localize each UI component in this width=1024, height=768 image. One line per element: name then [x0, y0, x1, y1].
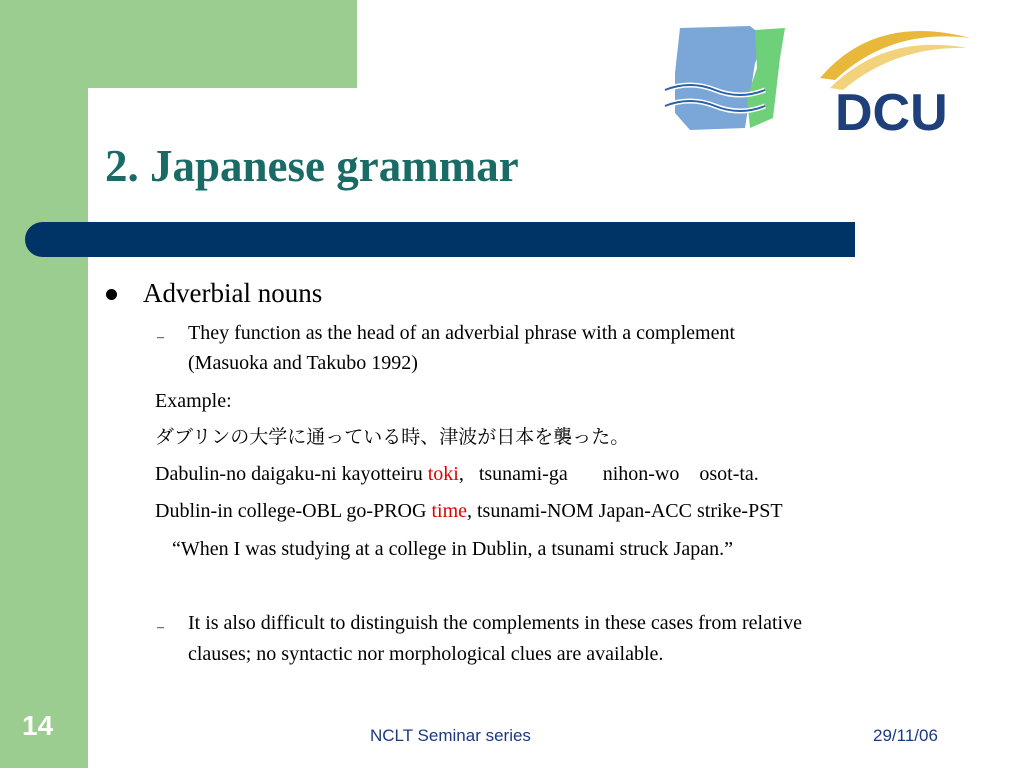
- romaji-pre: Dabulin-no daigaku-ni kayotteiru: [155, 463, 428, 485]
- example-label: Example:: [155, 390, 232, 412]
- title-underline-bar: [25, 222, 855, 257]
- slide-number: 14: [22, 710, 54, 741]
- sub1-line2: (Masuoka and Takubo 1992): [188, 352, 418, 374]
- gloss-line: [155, 496, 783, 526]
- romaji-line: [155, 459, 759, 489]
- dcu-logo: [655, 18, 975, 138]
- logo-text: DCU: [835, 84, 948, 138]
- footer-center: NCLT Seminar series: [370, 726, 531, 745]
- footer-date: 29/11/06: [873, 726, 938, 745]
- dash-marker-1: –: [157, 330, 164, 345]
- gloss-pre: Dublin-in college-OBL go-PROG: [155, 500, 432, 522]
- slide-title: 2. Japanese grammar: [105, 141, 519, 191]
- sub1-line1: They function as the head of an adverbial phrase with a complement: [188, 322, 736, 344]
- bullet-heading: Adverbial nouns: [143, 278, 323, 308]
- dash-marker-2: –: [157, 620, 164, 635]
- sub2-line1: It is also difficult to distinguish the complements in these cases from relative: [188, 612, 802, 634]
- sub2-line2: clauses; no syntactic nor morphological clues are available.: [188, 643, 664, 665]
- japanese-sentence: ダブリンの大学に通っている時、津波が日本を襲った。: [155, 426, 630, 448]
- translation-line: “When I was studying at a college in Dublin, a tsunami struck Japan.”: [172, 538, 733, 560]
- romaji-highlight: toki: [427, 463, 459, 485]
- bullet-dot: [106, 289, 117, 300]
- green-left-band: [0, 0, 88, 768]
- gloss-post: , tsunami-NOM Japan-ACC strike-PST: [467, 500, 783, 522]
- green-top-band: [0, 0, 357, 88]
- romaji-post: , tsunami-ga nihon-wo osot-ta.: [458, 463, 759, 485]
- gloss-highlight: time: [431, 500, 467, 522]
